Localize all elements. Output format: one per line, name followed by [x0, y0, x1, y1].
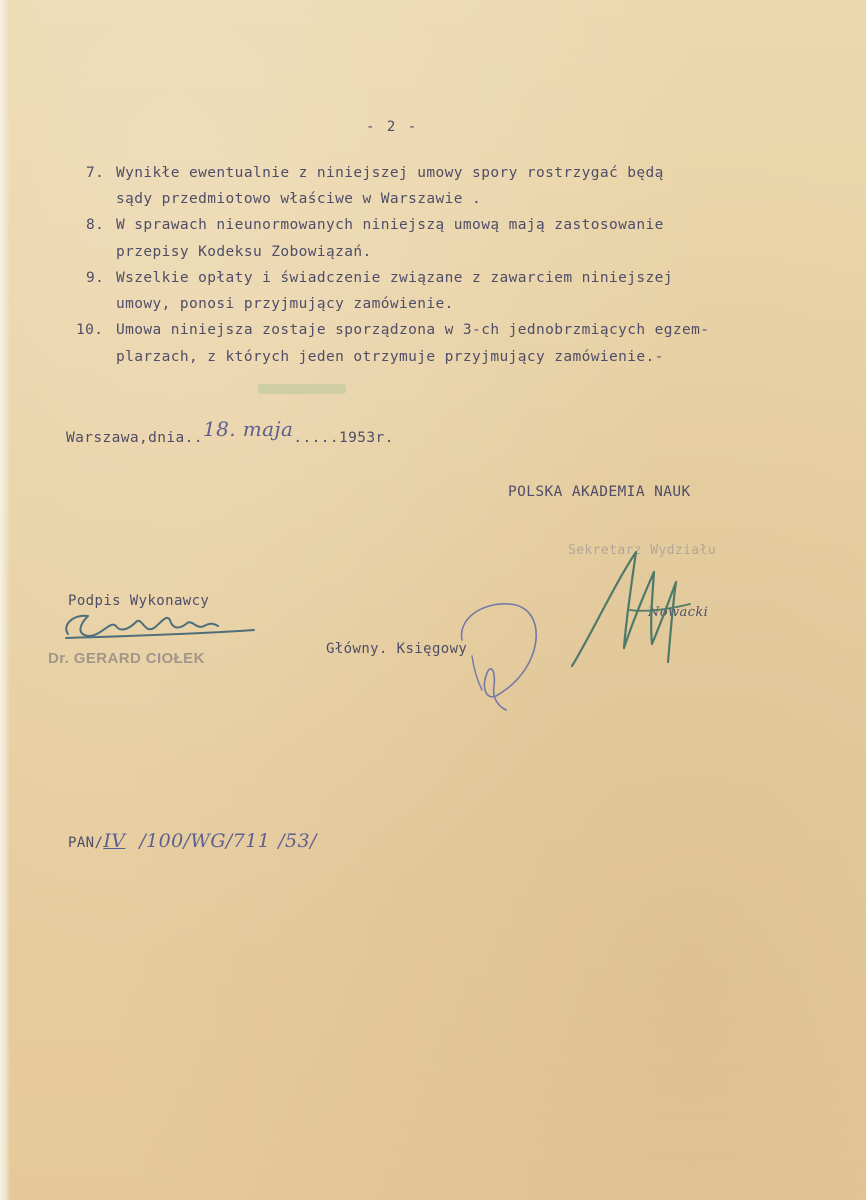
- clause-7-line-1: Wynikłe ewentualnie z niniejszej umowy spory rostrzygać będą: [116, 165, 664, 181]
- date-line: [66, 417, 394, 447]
- contractor-label: Podpis Wykonawcy: [68, 593, 210, 609]
- accountant-signature: [450, 600, 545, 712]
- contractor-name: Dr. GERARD CIOŁEK: [48, 650, 205, 667]
- reference-department: IV: [103, 830, 126, 852]
- page-number: - 2 -: [366, 119, 419, 135]
- clause-8-line-1: W sprawach nieunormowanych niniejszą umową mają zastosowanie: [116, 217, 664, 233]
- date-year: 1953r.: [339, 430, 394, 446]
- clause-9-number: 9.: [86, 270, 105, 286]
- reference-number-value: /100/WG/: [139, 830, 233, 852]
- reference-year: /53/: [278, 830, 317, 852]
- paper-edge: [0, 0, 10, 1200]
- contractor-signature: [58, 606, 263, 646]
- institution-name: POLSKA AKADEMIA NAUK: [508, 484, 691, 500]
- reference-number: [68, 832, 317, 852]
- clause-10-number: 10.: [76, 322, 104, 338]
- clause-9-line-2: umowy, ponosi przyjmujący zamówienie.: [116, 296, 454, 312]
- secretary-signature: [566, 540, 696, 675]
- date-dots: .....: [293, 430, 339, 446]
- handwritten-date: 18. maja: [202, 417, 294, 441]
- clause-10-line-2: plarzach, z których jeden otrzymuje przyjmujący zamówienie.-: [116, 349, 664, 365]
- secretary-name: Nowacki: [648, 605, 709, 620]
- reference-prefix: PAN/: [68, 835, 104, 851]
- clause-8-line-2: przepisy Kodeksu Zobowiązań.: [116, 244, 372, 260]
- clause-8-number: 8.: [86, 217, 105, 233]
- green-ink-mark: [258, 384, 346, 394]
- clause-7-number: 7.: [86, 165, 105, 181]
- accountant-label: Główny. Księgowy: [326, 641, 468, 657]
- date-prefix: Warszawa,dnia..: [66, 430, 203, 446]
- clause-7-line-2: sądy przedmiotowo właściwe w Warszawie .: [116, 191, 482, 207]
- secretary-stamp-title: Sekretarz Wydziału: [568, 543, 717, 558]
- clause-10-line-1: Umowa niniejsza zostaje sporządzona w 3-ch jednobrzmiących egzem-: [116, 322, 710, 338]
- reference-sub: 711: [232, 830, 271, 852]
- clause-9-line-1: Wszelkie opłaty i świadczenie związane z zawarciem niniejszej: [116, 270, 673, 286]
